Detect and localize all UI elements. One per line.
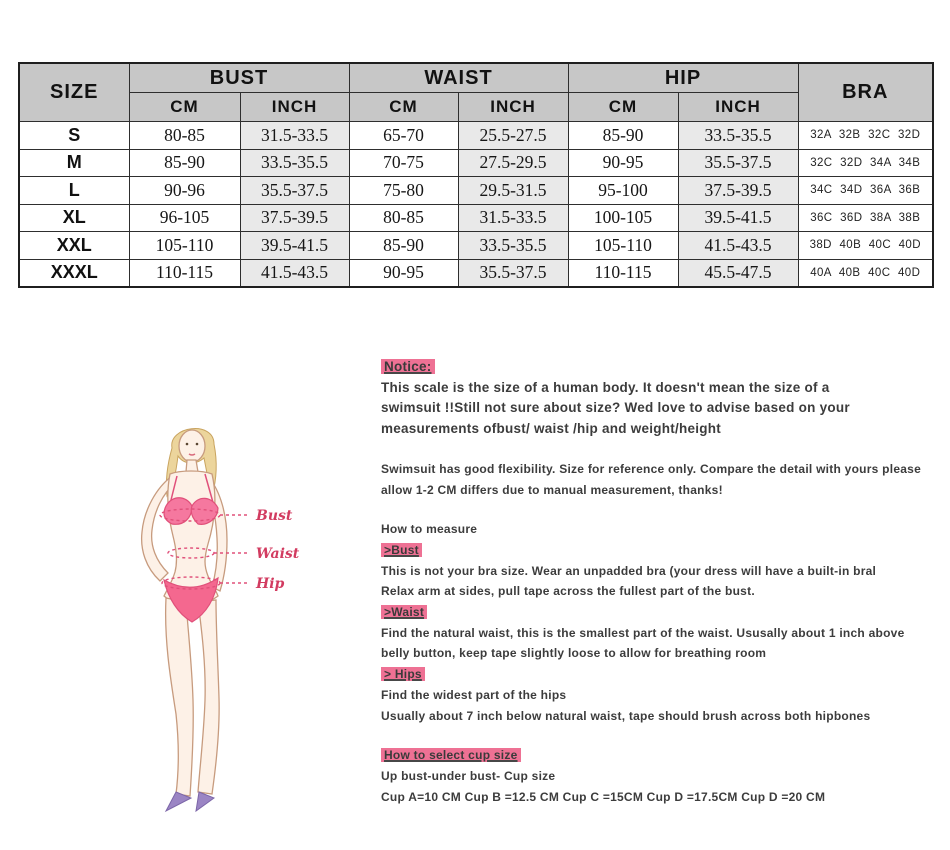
- cell-waist-cm: 65-70: [349, 122, 458, 150]
- cell-hip-inch: 37.5-39.5: [678, 177, 798, 205]
- header-bra: BRA: [798, 63, 933, 122]
- header-bust-inch: INCH: [240, 93, 349, 122]
- figure-right-leg: [198, 600, 219, 794]
- header-hip: HIP: [568, 63, 798, 93]
- table-row: [19, 122, 933, 150]
- cell-bra: 38D 40B 40C 40D: [798, 232, 933, 260]
- cell-hip-cm: 85-90: [568, 122, 678, 150]
- cell-bust-cm: 96-105: [129, 204, 240, 232]
- cell-waist-inch: 33.5-35.5: [458, 232, 568, 260]
- cell-waist-inch: 31.5-33.5: [458, 204, 568, 232]
- bust-label: Bust: [256, 508, 293, 524]
- notice-line: Find the natural waist, this is the smallest part of the waist. Ususally about 1 inch above: [381, 625, 905, 640]
- cell-hip-inch: 45.5-47.5: [678, 259, 798, 287]
- cell-bra: 32C 32D 34A 34B: [798, 149, 933, 177]
- cell-waist-inch: 27.5-29.5: [458, 149, 568, 177]
- cell-hip-inch: 39.5-41.5: [678, 204, 798, 232]
- size-chart-table: [18, 62, 934, 288]
- notice-line: This is not your bra size. Wear an unpadded bra (your dress will have a built-in bral: [381, 563, 877, 578]
- cell-hip-cm: 95-100: [568, 177, 678, 205]
- cell-bra: 34C 34D 36A 36B: [798, 177, 933, 205]
- cell-hip-cm: 110-115: [568, 259, 678, 287]
- cell-size: S: [19, 122, 129, 150]
- highlighted-heading: [381, 664, 933, 685]
- cell-size: L: [19, 177, 129, 205]
- header-waist: WAIST: [349, 63, 568, 93]
- cell-bust-cm: 80-85: [129, 122, 240, 150]
- cell-hip-inch: 33.5-35.5: [678, 122, 798, 150]
- figure-eye: [186, 443, 189, 446]
- table-row: [19, 177, 933, 205]
- highlighted-heading: [381, 602, 933, 623]
- highlight-text: > Hips: [381, 667, 425, 681]
- spacer: [381, 726, 933, 745]
- header-bust-cm: CM: [129, 93, 240, 122]
- figure-neck: [186, 460, 198, 472]
- measurement-figure: [100, 418, 380, 818]
- highlighted-heading: [381, 540, 933, 561]
- table-row: [19, 204, 933, 232]
- table-row: [19, 149, 933, 177]
- notice-line: Relax arm at sides, pull tape across the fullest part of the bust.: [381, 584, 755, 599]
- cell-waist-cm: 90-95: [349, 259, 458, 287]
- cell-bust-inch: 37.5-39.5: [240, 204, 349, 232]
- cell-size: XL: [19, 204, 129, 232]
- notice-panel: [381, 357, 933, 807]
- cell-bust-cm: 110-115: [129, 259, 240, 287]
- figure-left-leg: [166, 598, 194, 796]
- notice-line: Cup A=10 CM Cup B =12.5 CM Cup C =15CM Cup D =17.5CM Cup D =20 CM: [381, 789, 826, 804]
- notice-line: belly button, keep tape slightly loose to allow for breathing room: [381, 646, 767, 661]
- highlighted-heading: [381, 357, 933, 378]
- cell-waist-cm: 80-85: [349, 204, 458, 232]
- notice-line: allow 1-2 CM differs due to manual measurement, thanks!: [381, 482, 723, 497]
- highlight-text: >Bust: [381, 543, 422, 557]
- header-waist-inch: INCH: [458, 93, 568, 122]
- notice-line: Swimsuit has good flexibility. Size for reference only. Compare the detail with yours please: [381, 461, 922, 476]
- cell-bra: 40A 40B 40C 40D: [798, 259, 933, 287]
- header-size: SIZE: [19, 63, 129, 122]
- cell-hip-cm: 100-105: [568, 204, 678, 232]
- cell-waist-inch: 25.5-27.5: [458, 122, 568, 150]
- cell-bra: 32A 32B 32C 32D: [798, 122, 933, 150]
- cell-hip-cm: 105-110: [568, 232, 678, 260]
- figure-eye: [196, 443, 199, 446]
- notice-line: measurements ofbust/ waist /hip and weight/height: [381, 421, 722, 437]
- table-row: [19, 232, 933, 260]
- figure-head: [179, 430, 205, 462]
- cell-waist-inch: 29.5-31.5: [458, 177, 568, 205]
- figure-right-shoe: [196, 792, 214, 811]
- cell-bust-inch: 33.5-35.5: [240, 149, 349, 177]
- cell-waist-inch: 35.5-37.5: [458, 259, 568, 287]
- cell-bust-cm: 105-110: [129, 232, 240, 260]
- header-waist-cm: CM: [349, 93, 458, 122]
- highlight-text: >Waist: [381, 605, 427, 619]
- highlighted-heading: [381, 745, 933, 766]
- spacer: [381, 500, 933, 519]
- notice-line: Up bust-under bust- Cup size: [381, 768, 556, 783]
- table-header: [19, 63, 933, 122]
- cell-bust-cm: 85-90: [129, 149, 240, 177]
- size-table-body: [19, 122, 933, 288]
- cell-waist-cm: 75-80: [349, 177, 458, 205]
- notice-line: This scale is the size of a human body. It doesn't mean the size of a: [381, 379, 830, 395]
- cell-waist-cm: 85-90: [349, 232, 458, 260]
- cell-hip-cm: 90-95: [568, 149, 678, 177]
- table-row: [19, 259, 933, 287]
- cell-hip-inch: 35.5-37.5: [678, 149, 798, 177]
- waist-label: Waist: [256, 546, 300, 562]
- cell-bust-inch: 39.5-41.5: [240, 232, 349, 260]
- size-table-wrapper: [18, 62, 934, 288]
- cell-size: M: [19, 149, 129, 177]
- spacer: [381, 440, 933, 459]
- highlight-text: How to select cup size: [381, 748, 521, 762]
- notice-line: Usually about 7 inch below natural waist, tape should brush across both hipbones: [381, 708, 871, 723]
- cell-hip-inch: 41.5-43.5: [678, 232, 798, 260]
- cell-bust-inch: 31.5-33.5: [240, 122, 349, 150]
- cell-size: XXL: [19, 232, 129, 260]
- header-bust: BUST: [129, 63, 349, 93]
- notice-line: Find the widest part of the hips: [381, 687, 567, 702]
- notice-line: How to measure: [381, 522, 478, 537]
- hip-label: Hip: [256, 576, 285, 592]
- cell-bust-inch: 35.5-37.5: [240, 177, 349, 205]
- cell-waist-cm: 70-75: [349, 149, 458, 177]
- cell-size: XXXL: [19, 259, 129, 287]
- cell-bust-cm: 90-96: [129, 177, 240, 205]
- highlight-text: Notice:: [381, 359, 435, 374]
- notice-line: swimsuit !!Still not sure about size? Wed love to advise based on your: [381, 400, 850, 416]
- header-hip-inch: INCH: [678, 93, 798, 122]
- cell-bust-inch: 41.5-43.5: [240, 259, 349, 287]
- cell-bra: 36C 36D 38A 38B: [798, 204, 933, 232]
- header-hip-cm: CM: [568, 93, 678, 122]
